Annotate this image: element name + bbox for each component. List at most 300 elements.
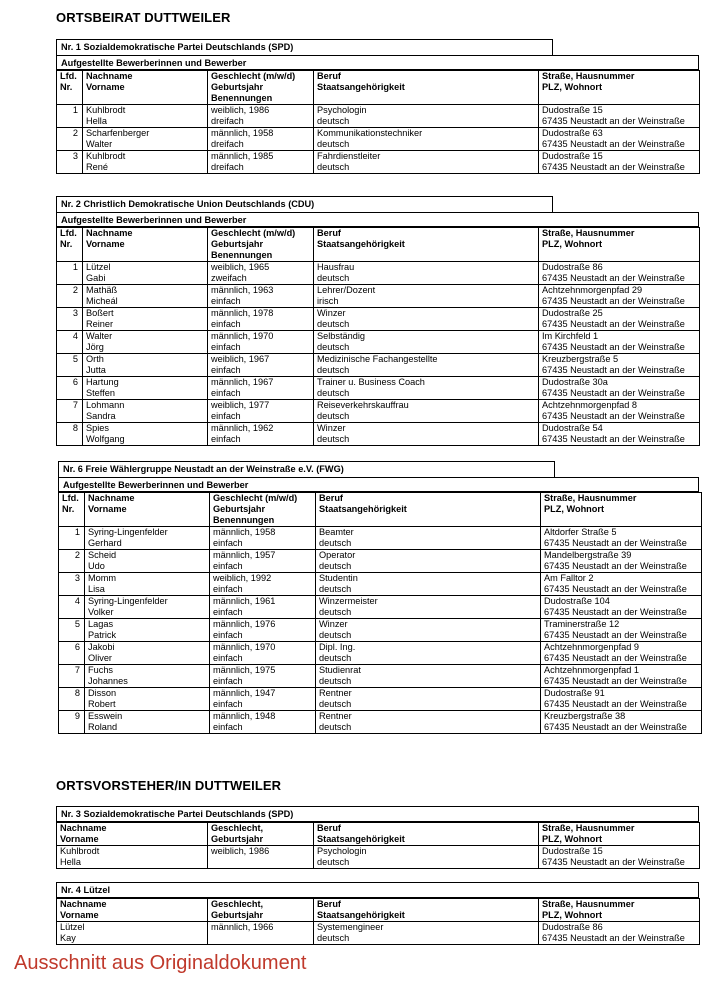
gender-cell <box>210 688 316 711</box>
job-line: Reiseverkehrskauffrau <box>317 400 409 410</box>
address-line: Dudostraße 63 <box>542 128 603 138</box>
address-line: 67435 Neustadt an der Weinstraße <box>542 933 685 943</box>
job-line: deutsch <box>317 434 350 444</box>
name-cell <box>83 128 208 151</box>
header-line: Straße, Hausnummer <box>542 823 635 833</box>
name-cell <box>85 573 210 596</box>
gender-line: einfach <box>213 538 243 548</box>
gender-line: einfach <box>211 434 241 444</box>
job-line: deutsch <box>319 607 352 617</box>
address-cell <box>539 105 700 128</box>
gender-line: männlich, 1978 <box>211 308 274 318</box>
row-number: 3 <box>59 573 85 596</box>
name-line: Udo <box>88 561 105 571</box>
party-header: Nr. 6 Freie Wählergruppe Neustadt an der Weinstraße e.V. (FWG) <box>58 461 555 477</box>
header-line: Vorname <box>88 504 127 514</box>
gender-line: einfach <box>213 561 243 571</box>
gender-line: weiblich, 1986 <box>211 846 270 856</box>
address-cell <box>539 354 700 377</box>
job-line: Systemengineer <box>317 922 384 932</box>
address-line: 67435 Neustadt an der Weinstraße <box>544 722 687 732</box>
address-cell <box>539 922 700 945</box>
job-cell <box>314 151 539 174</box>
gender-line: einfach <box>211 342 241 352</box>
name-cell <box>83 423 208 446</box>
party-header: Nr. 3 Sozialdemokratische Partei Deutschlands (SPD) <box>56 806 699 822</box>
name-line: Boßert <box>86 308 114 318</box>
name-line: Jutta <box>86 365 106 375</box>
header-line: Beruf <box>319 493 343 503</box>
job-line: Psychologin <box>317 846 367 856</box>
address-line: 67435 Neustadt an der Weinstraße <box>544 538 687 548</box>
header-line: PLZ, Wohnort <box>542 910 603 920</box>
header-line: Geburtsjahr <box>211 910 264 920</box>
address-line: Achtzehnmorgenpfad 8 <box>542 400 638 410</box>
address-line: 67435 Neustadt an der Weinstraße <box>542 434 685 444</box>
address-line: 67435 Neustadt an der Weinstraße <box>542 342 685 352</box>
address-line: Kreuzbergstraße 38 <box>544 711 626 721</box>
gender-line: einfach <box>213 607 243 617</box>
sub-header: Aufgestellte Bewerberinnen und Bewerber <box>58 477 699 492</box>
gender-line: männlich, 1947 <box>213 688 276 698</box>
row-number: 9 <box>59 711 85 734</box>
column-header-geschlecht <box>208 899 314 922</box>
address-cell <box>539 128 700 151</box>
table-row <box>59 527 702 550</box>
header-line: Staatsangehörigkeit <box>317 239 405 249</box>
gender-line: männlich, 1957 <box>213 550 276 560</box>
row-number: 5 <box>59 619 85 642</box>
table-row <box>57 128 700 151</box>
name-line: René <box>86 162 108 172</box>
column-header-beruf <box>314 228 539 262</box>
column-header-adresse <box>539 228 700 262</box>
name-line: Spies <box>86 423 109 433</box>
name-line: Fuchs <box>88 665 114 675</box>
job-line: deutsch <box>319 699 352 709</box>
name-cell <box>57 846 208 869</box>
job-line: Beamter <box>319 527 354 537</box>
column-header-lfd <box>57 71 83 105</box>
job-cell <box>314 285 539 308</box>
job-line: Operator <box>319 550 356 560</box>
gender-cell <box>210 550 316 573</box>
job-cell <box>314 308 539 331</box>
table-header-row <box>57 71 700 105</box>
row-number: 1 <box>59 527 85 550</box>
header-line: Geschlecht (m/w/d) <box>211 71 296 81</box>
address-line: 67435 Neustadt an der Weinstraße <box>542 388 685 398</box>
table-row <box>57 151 700 174</box>
table-row <box>57 331 700 354</box>
header-line: Geburtsjahr <box>211 239 264 249</box>
header-line: Staatsangehörigkeit <box>317 834 405 844</box>
name-line: Lisa <box>88 584 105 594</box>
gender-line: einfach <box>213 722 243 732</box>
list-spd <box>56 39 699 174</box>
job-line: Lehrer/Dozent <box>317 285 376 295</box>
gender-line: einfach <box>211 411 241 421</box>
gender-line: weiblich, 1992 <box>213 573 272 583</box>
address-cell <box>541 527 702 550</box>
address-line: 67435 Neustadt an der Weinstraße <box>544 584 687 594</box>
job-line: deutsch <box>317 857 350 867</box>
gender-cell <box>210 642 316 665</box>
address-line: Dudostraße 104 <box>544 596 610 606</box>
job-cell <box>314 922 539 945</box>
column-header-name <box>57 899 208 922</box>
gender-line: dreifach <box>211 139 244 149</box>
job-line: Trainer u. Business Coach <box>317 377 425 387</box>
column-header-geschlecht <box>208 823 314 846</box>
address-line: Dudostraße 15 <box>542 105 603 115</box>
header-line: Geburtsjahr <box>211 834 264 844</box>
address-cell <box>541 573 702 596</box>
header-line: Beruf <box>317 228 341 238</box>
job-line: Fahrdienstleiter <box>317 151 381 161</box>
table-header-row <box>57 899 700 922</box>
name-line: Micheál <box>86 296 118 306</box>
name-line: Walter <box>86 331 113 341</box>
job-line: deutsch <box>319 653 352 663</box>
address-line: 67435 Neustadt an der Weinstraße <box>542 116 685 126</box>
gender-cell <box>208 354 314 377</box>
list-fwg <box>58 461 699 734</box>
column-header-adresse <box>539 899 700 922</box>
table-row <box>57 846 700 869</box>
gender-cell <box>208 331 314 354</box>
job-line: deutsch <box>317 933 350 943</box>
job-line: Kommunikationstechniker <box>317 128 423 138</box>
job-line: deutsch <box>317 319 350 329</box>
job-cell <box>316 573 541 596</box>
name-cell <box>85 596 210 619</box>
address-cell <box>541 665 702 688</box>
gender-cell <box>208 922 314 945</box>
address-cell <box>539 285 700 308</box>
job-cell <box>316 527 541 550</box>
party-header: Nr. 1 Sozialdemokratische Partei Deutschlands (SPD) <box>56 39 553 55</box>
candidate-table <box>56 898 700 945</box>
address-cell <box>541 619 702 642</box>
address-line: 67435 Neustadt an der Weinstraße <box>544 699 687 709</box>
header-line: Benennungen <box>213 515 275 525</box>
header-line: Staatsangehörigkeit <box>319 504 407 514</box>
name-line: Sandra <box>86 411 116 421</box>
column-header-name <box>83 71 208 105</box>
table-row <box>57 105 700 128</box>
job-line: Rentner <box>319 688 352 698</box>
address-line: 67435 Neustadt an der Weinstraße <box>542 319 685 329</box>
name-cell <box>83 331 208 354</box>
job-line: Psychologin <box>317 105 367 115</box>
header-line: PLZ, Wohnort <box>542 82 603 92</box>
header-line: Geburtsjahr <box>211 82 264 92</box>
gender-line: einfach <box>213 630 243 640</box>
job-cell <box>316 688 541 711</box>
name-line: Hella <box>86 116 107 126</box>
name-line: Kuhlbrodt <box>86 151 126 161</box>
sub-header: Aufgestellte Bewerberinnen und Bewerber <box>56 55 699 70</box>
job-cell <box>316 550 541 573</box>
job-cell <box>314 262 539 285</box>
gender-line: dreifach <box>211 116 244 126</box>
name-line: Jörg <box>86 342 104 352</box>
name-line: Scharfenberger <box>86 128 150 138</box>
name-line: Steffen <box>86 388 115 398</box>
address-line: 67435 Neustadt an der Weinstraße <box>542 411 685 421</box>
table-header-row <box>59 493 702 527</box>
footer-note: Ausschnitt aus Originaldokument <box>14 952 307 974</box>
header-line: Staatsangehörigkeit <box>317 910 405 920</box>
name-line: Hella <box>60 857 81 867</box>
row-number: 1 <box>57 105 83 128</box>
name-cell <box>85 550 210 573</box>
address-line: 67435 Neustadt an der Weinstraße <box>542 857 685 867</box>
name-cell <box>85 688 210 711</box>
job-line: deutsch <box>317 388 350 398</box>
row-number: 7 <box>57 400 83 423</box>
address-line: Dudostraße 54 <box>542 423 603 433</box>
job-line: Medizinische Fachangestellte <box>317 354 438 364</box>
job-line: Winzer <box>317 423 346 433</box>
job-line: Rentner <box>319 711 352 721</box>
gender-line: einfach <box>211 365 241 375</box>
name-line: Orth <box>86 354 104 364</box>
name-line: Walter <box>86 139 113 149</box>
column-header-geschlecht <box>208 71 314 105</box>
header-line: Geschlecht (m/w/d) <box>211 228 296 238</box>
gender-cell <box>208 285 314 308</box>
job-line: Selbständig <box>317 331 366 341</box>
gender-line: männlich, 1970 <box>213 642 276 652</box>
row-number: 6 <box>57 377 83 400</box>
sub-header: Aufgestellte Bewerberinnen und Bewerber <box>56 212 699 227</box>
job-cell <box>316 642 541 665</box>
name-cell <box>83 105 208 128</box>
gender-line: männlich, 1958 <box>213 527 276 537</box>
gender-cell <box>210 619 316 642</box>
name-cell <box>85 711 210 734</box>
job-line: deutsch <box>317 365 350 375</box>
gender-line: männlich, 1967 <box>211 377 274 387</box>
address-line: Altdorfer Straße 5 <box>544 527 617 537</box>
name-line: Lützel <box>86 262 111 272</box>
name-cell <box>85 665 210 688</box>
table-header-row <box>57 823 700 846</box>
row-number: 4 <box>57 331 83 354</box>
name-line: Oliver <box>88 653 112 663</box>
row-number: 8 <box>59 688 85 711</box>
job-line: deutsch <box>317 273 350 283</box>
header-line: Benennungen <box>211 93 273 103</box>
name-line: Esswein <box>88 711 123 721</box>
candidate-table <box>56 227 700 446</box>
header-line: PLZ, Wohnort <box>544 504 605 514</box>
gender-cell <box>208 262 314 285</box>
job-line: deutsch <box>319 584 352 594</box>
address-cell <box>541 550 702 573</box>
header-line: Vorname <box>86 82 125 92</box>
address-cell <box>539 262 700 285</box>
address-line: 67435 Neustadt an der Weinstraße <box>542 273 685 283</box>
column-header-name <box>57 823 208 846</box>
header-line: Geschlecht, <box>211 899 264 909</box>
name-line: Jakobi <box>88 642 115 652</box>
job-cell <box>314 354 539 377</box>
name-cell <box>57 922 208 945</box>
column-header-lfd <box>59 493 85 527</box>
row-number: 8 <box>57 423 83 446</box>
gender-line: männlich, 1961 <box>213 596 276 606</box>
gender-line: weiblich, 1986 <box>211 105 270 115</box>
table-row <box>57 262 700 285</box>
job-line: deutsch <box>317 116 350 126</box>
gender-cell <box>210 573 316 596</box>
gender-line: einfach <box>213 676 243 686</box>
column-header-adresse <box>539 71 700 105</box>
name-line: Kay <box>60 933 76 943</box>
address-line: Achtzehnmorgenpfad 29 <box>542 285 643 295</box>
address-line: 67435 Neustadt an der Weinstraße <box>542 296 685 306</box>
table-row <box>57 423 700 446</box>
job-line: deutsch <box>317 139 350 149</box>
job-cell <box>314 423 539 446</box>
gender-line: dreifach <box>211 162 244 172</box>
table-row <box>59 688 702 711</box>
name-cell <box>85 527 210 550</box>
name-cell <box>85 642 210 665</box>
vorsteher-spd <box>56 806 699 869</box>
name-line: Lützel <box>60 922 85 932</box>
name-line: Lohmann <box>86 400 125 410</box>
table-row <box>57 400 700 423</box>
name-line: Mathäß <box>86 285 118 295</box>
job-cell <box>314 105 539 128</box>
name-line: Syring-Lingenfelder <box>88 527 168 537</box>
address-cell <box>541 642 702 665</box>
job-cell <box>314 846 539 869</box>
header-line: Beruf <box>317 71 341 81</box>
gender-line: männlich, 1976 <box>213 619 276 629</box>
name-line: Lagas <box>88 619 114 629</box>
header-line: Vorname <box>60 910 99 920</box>
table-header-row <box>57 228 700 262</box>
column-header-beruf <box>316 493 541 527</box>
gender-cell <box>210 711 316 734</box>
ortsbeirat-title: ORTSBEIRAT DUTTWEILER <box>56 10 231 25</box>
gender-cell <box>208 400 314 423</box>
name-line: Gerhard <box>88 538 122 548</box>
party-header: Nr. 4 Lützel <box>56 882 699 898</box>
table-row <box>57 922 700 945</box>
job-line: Studentin <box>319 573 358 583</box>
name-line: Scheid <box>88 550 117 560</box>
address-line: 67435 Neustadt an der Weinstraße <box>542 365 685 375</box>
address-cell <box>539 331 700 354</box>
address-line: 67435 Neustadt an der Weinstraße <box>544 653 687 663</box>
name-line: Momm <box>88 573 117 583</box>
job-line: deutsch <box>319 676 352 686</box>
row-number: 3 <box>57 151 83 174</box>
gender-line: weiblich, 1967 <box>211 354 270 364</box>
table-row <box>59 619 702 642</box>
row-number: 4 <box>59 596 85 619</box>
column-header-lfd <box>57 228 83 262</box>
address-line: Dudostraße 86 <box>542 262 603 272</box>
vorsteher-luetzel <box>56 882 699 945</box>
gender-cell <box>208 105 314 128</box>
name-line: Robert <box>88 699 116 709</box>
header-line: Nachname <box>60 823 107 833</box>
column-header-name <box>83 228 208 262</box>
job-line: Winzermeister <box>319 596 378 606</box>
header-line: Nr. <box>60 239 73 249</box>
address-line: Dudostraße 15 <box>542 846 603 856</box>
gender-line: einfach <box>211 388 241 398</box>
address-line: Achtzehnmorgenpfad 9 <box>544 642 640 652</box>
gender-cell <box>208 151 314 174</box>
table-row <box>59 642 702 665</box>
table-row <box>57 377 700 400</box>
address-line: Im Kirchfeld 1 <box>542 331 599 341</box>
table-row <box>59 596 702 619</box>
table-row <box>57 354 700 377</box>
column-header-adresse <box>539 823 700 846</box>
candidate-table <box>58 492 702 734</box>
name-line: Hartung <box>86 377 119 387</box>
header-line: Nachname <box>88 493 135 503</box>
name-cell <box>83 354 208 377</box>
address-line: 67435 Neustadt an der Weinstraße <box>544 561 687 571</box>
gender-line: männlich, 1962 <box>211 423 274 433</box>
gender-line: weiblich, 1965 <box>211 262 270 272</box>
job-line: Studienrat <box>319 665 361 675</box>
row-number: 6 <box>59 642 85 665</box>
header-line: Geschlecht (m/w/d) <box>213 493 298 503</box>
address-line: Dudostraße 86 <box>542 922 603 932</box>
candidate-table <box>56 70 700 174</box>
header-line: Nr. <box>62 504 75 514</box>
job-cell <box>314 331 539 354</box>
header-line: Beruf <box>317 899 341 909</box>
gender-line: einfach <box>213 584 243 594</box>
table-row <box>57 308 700 331</box>
job-line: deutsch <box>317 162 350 172</box>
gender-line: männlich, 1963 <box>211 285 274 295</box>
gender-line: männlich, 1985 <box>211 151 274 161</box>
gender-line: männlich, 1966 <box>211 922 274 932</box>
gender-cell <box>210 527 316 550</box>
name-line: Syring-Lingenfelder <box>88 596 168 606</box>
job-line: Winzer <box>317 308 346 318</box>
header-line: Geschlecht, <box>211 823 264 833</box>
name-cell <box>83 262 208 285</box>
gender-line: männlich, 1970 <box>211 331 274 341</box>
name-cell <box>85 619 210 642</box>
header-line: Beruf <box>317 823 341 833</box>
name-line: Wolfgang <box>86 434 125 444</box>
gender-line: zweifach <box>211 273 247 283</box>
column-header-beruf <box>314 899 539 922</box>
header-line: PLZ, Wohnort <box>542 239 603 249</box>
name-line: Reiner <box>86 319 114 329</box>
job-line: irisch <box>317 296 339 306</box>
job-cell <box>316 711 541 734</box>
header-line: PLZ, Wohnort <box>542 834 603 844</box>
job-cell <box>314 128 539 151</box>
name-line: Kuhlbrodt <box>60 846 100 856</box>
